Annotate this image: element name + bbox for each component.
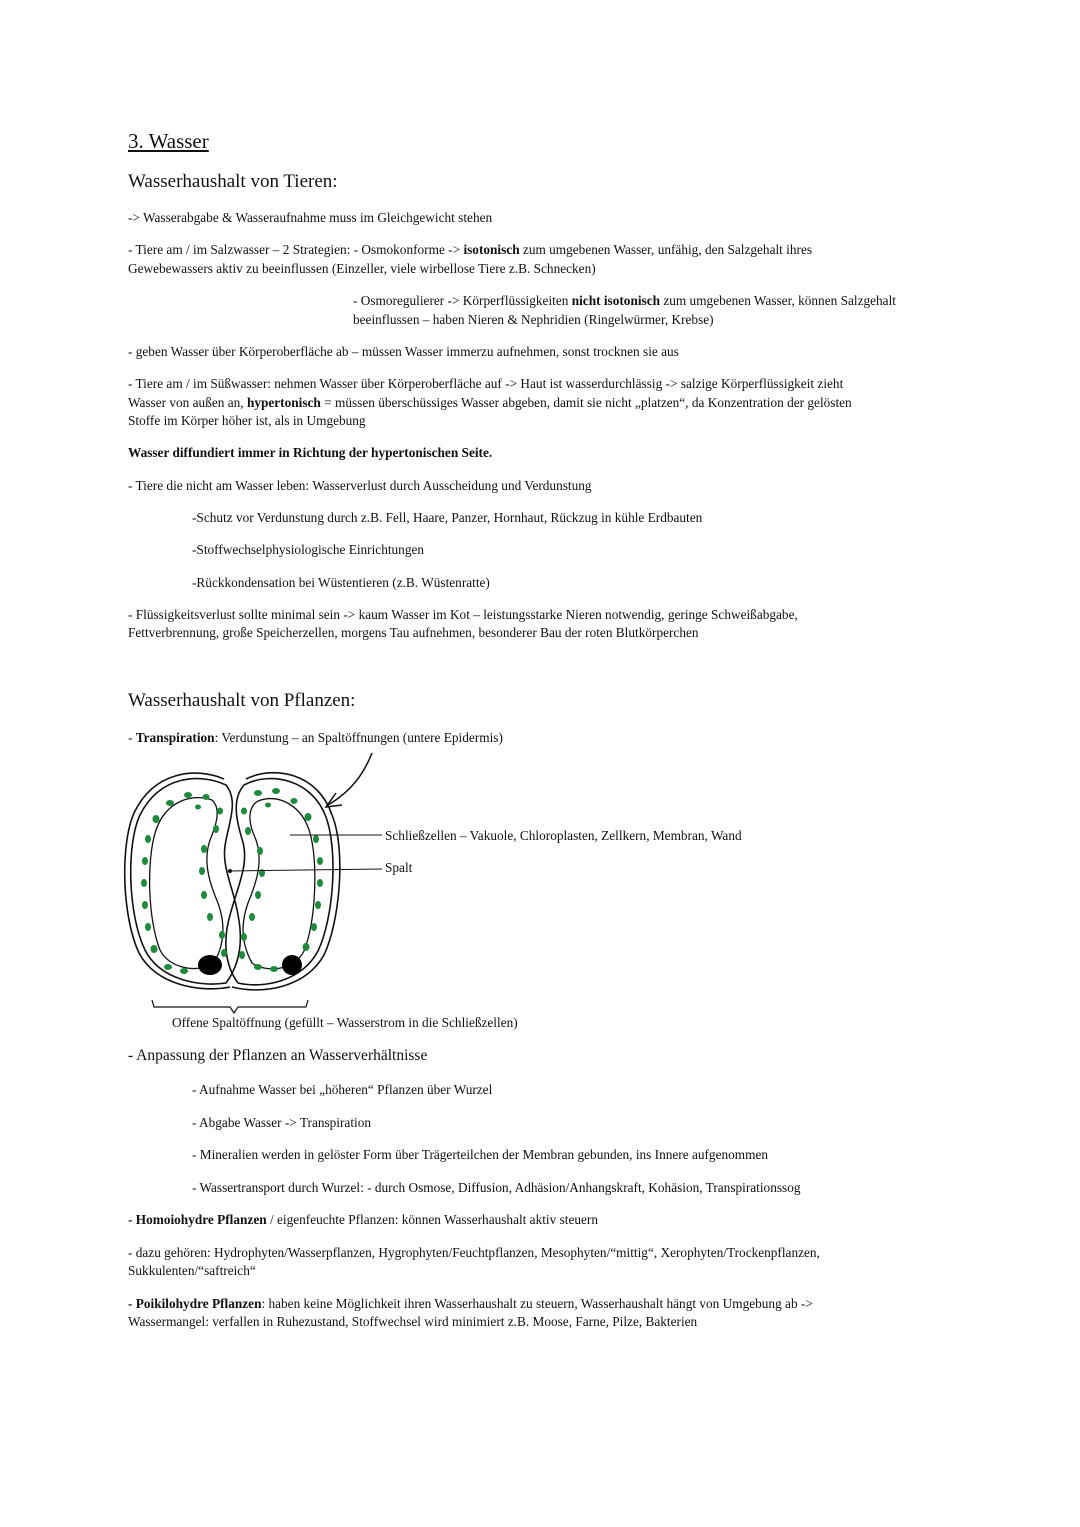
paragraph: Gewebewassers aktiv zu beeinflussen (Einzeller, viele wirbellose Tiere z.B. Schnecken) bbox=[128, 261, 596, 276]
section-heading: 3. Wasser bbox=[128, 129, 209, 153]
list-item: - Mineralien werden in gelöster Form über Trägerteilchen der Membran gebunden, ins Innere aufgenommen bbox=[192, 1147, 769, 1162]
paragraph: beeinflussen – haben Nieren & Nephridien (Ringelwürmer, Krebse) bbox=[353, 312, 714, 327]
diagram-label-pore: Spalt bbox=[385, 860, 413, 875]
paragraph: - Homoiohydre Pflanzen / eigenfeuchte Pflanzen: können Wasserhaushalt aktiv steuern bbox=[128, 1212, 598, 1227]
list-item: -Stoffwechselphysiologische Einrichtungen bbox=[192, 542, 425, 557]
paragraph: - Flüssigkeitsverlust sollte minimal sein -> kaum Wasser im Kot – leistungsstarke Nieren notwendig, geringe Schweißabgabe, bbox=[128, 607, 798, 622]
paragraph: - Transpiration: Verdunstung – an Spaltöffnungen (untere Epidermis) bbox=[128, 730, 503, 745]
diagram-label-guard-cells: Schließzellen – Vakuole, Chloroplasten, Zellkern, Membran, Wand bbox=[385, 828, 742, 843]
paragraph: - Poikilohydre Pflanzen: haben keine Möglichkeit ihren Wasserhaushalt zu steuern, Wasserhaushalt hängt von Umgebung ab -> bbox=[128, 1296, 813, 1311]
paragraph: - Tiere am / im Salzwasser – 2 Strategien: - Osmokonforme -> isotonisch zum umgebenen Wasser, unfähig, den Salzgehalt ihres bbox=[128, 242, 813, 257]
paragraph: - dazu gehören: Hydrophyten/Wasserpflanzen, Hygrophyten/Feuchtpflanzen, Mesophyten/“mittig“, Xerophyten/Trockenpflanzen, bbox=[128, 1245, 820, 1260]
list-item: - Aufnahme Wasser bei „höheren“ Pflanzen über Wurzel bbox=[192, 1082, 493, 1097]
paragraph: Sukkulenten/“saftreich“ bbox=[128, 1263, 256, 1278]
paragraph: Fettverbrennung, große Speicherzellen, morgens Tau aufnehmen, besonderer Bau der roten Blutkörperchen bbox=[128, 625, 699, 640]
list-item: -Schutz vor Verdunstung durch z.B. Fell, Haare, Panzer, Hornhaut, Rückzug in kühle Erdbauten bbox=[192, 510, 703, 525]
paragraph: -> Wasserabgabe & Wasseraufnahme muss im Gleichgewicht stehen bbox=[128, 210, 493, 225]
paragraph: - Osmoregulierer -> Körperflüssigkeiten nicht isotonisch zum umgebenen Wasser, können Salzgehalt bbox=[353, 293, 896, 308]
paragraph: Wassermangel: verfallen in Ruhezustand, Stoffwechsel wird minimiert z.B. Moose, Farne, Pilze, Bakterien bbox=[128, 1314, 698, 1329]
paragraph: - Tiere die nicht am Wasser leben: Wasserverlust durch Ausscheidung und Verdunstung bbox=[128, 478, 592, 493]
subheading-tiere: Wasserhaushalt von Tieren: bbox=[128, 171, 338, 192]
list-item: -Rückkondensation bei Wüstentieren (z.B. Wüstenratte) bbox=[192, 575, 490, 590]
subheading-pflanzen: Wasserhaushalt von Pflanzen: bbox=[128, 690, 356, 711]
paragraph: Wasser von außen an, hypertonisch = müssen überschüssiges Wasser abgeben, damit sie nicht „platzen“, da Konzentration der gelösten bbox=[128, 395, 852, 410]
stoma-diagram bbox=[120, 745, 390, 1015]
paragraph: Stoffe im Körper höher ist, als in Umgebung bbox=[128, 413, 366, 428]
paragraph: - Tiere am / im Süßwasser: nehmen Wasser über Körperoberfläche auf -> Haut ist wasserdurchlässig -> salzige Körperflüssigkeit zieht bbox=[128, 376, 844, 391]
list-item: - Abgabe Wasser -> Transpiration bbox=[192, 1115, 372, 1130]
subheading-anpassung: - Anpassung der Pflanzen an Wasserverhältnisse bbox=[128, 1047, 428, 1064]
paragraph: - geben Wasser über Körperoberfläche ab – müssen Wasser immerzu aufnehmen, sonst trocknen sie aus bbox=[128, 344, 679, 359]
list-item: - Wassertransport durch Wurzel: - durch Osmose, Diffusion, Adhäsion/Anhangskraft, Kohäsion, Transpirationssog bbox=[192, 1180, 801, 1195]
key-statement: Wasser diffundiert immer in Richtung der hypertonischen Seite. bbox=[128, 445, 493, 460]
diagram-caption: Offene Spaltöffnung (gefüllt – Wasserstrom in die Schließzellen) bbox=[172, 1015, 518, 1030]
